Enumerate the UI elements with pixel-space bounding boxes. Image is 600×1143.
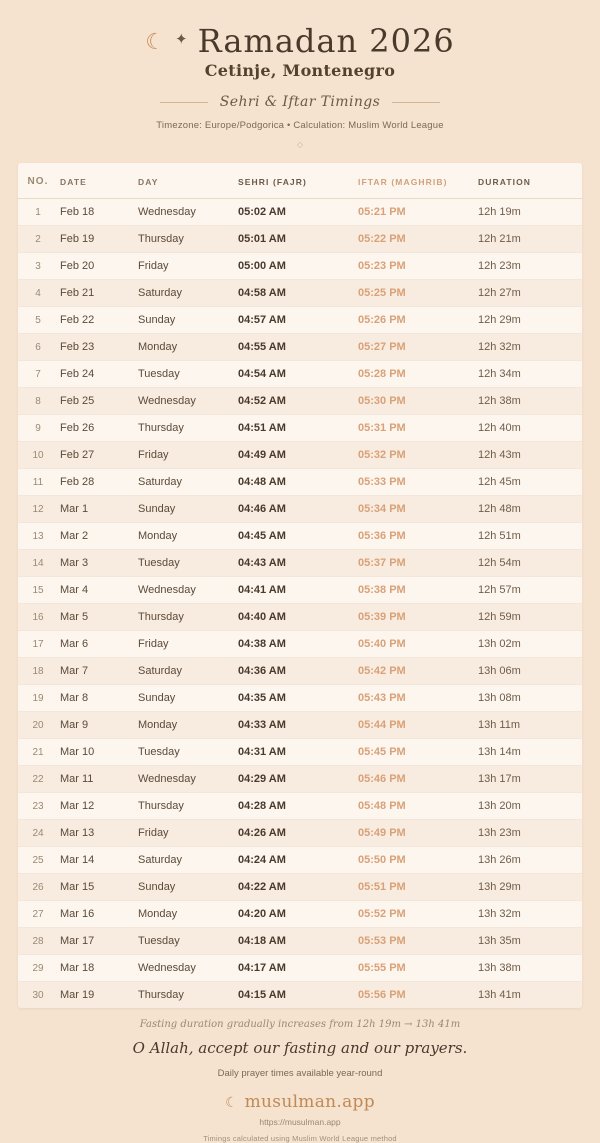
cell-date: Mar 16 (58, 901, 138, 928)
table-row (18, 442, 582, 469)
cell-date: Feb 25 (58, 388, 138, 415)
table-row (18, 793, 582, 820)
cell-iftar: 05:43 PM (358, 685, 478, 712)
table-row (18, 334, 582, 361)
cell-no: 7 (18, 361, 58, 388)
cell-iftar: 05:30 PM (358, 388, 478, 415)
cell-no: 4 (18, 280, 58, 307)
cell-day: Wednesday (138, 199, 238, 226)
availability-note: Daily prayer times available year-round (217, 1068, 383, 1079)
cell-sehri: 04:28 AM (238, 793, 358, 820)
cell-sehri: 04:43 AM (238, 550, 358, 577)
cell-no: 14 (18, 550, 58, 577)
cell-iftar: 05:48 PM (358, 793, 478, 820)
column-header-no: NO. (18, 163, 58, 199)
cell-no: 9 (18, 415, 58, 442)
cell-day: Saturday (138, 847, 238, 874)
brand-row[interactable] (0, 1092, 600, 1112)
table-header (18, 163, 582, 199)
column-header-sehri: SEHRI (FAJR) (238, 163, 358, 199)
cell-day: Tuesday (138, 928, 238, 955)
brand-name[interactable]: musulman.app (244, 1092, 375, 1112)
cell-sehri: 04:20 AM (238, 901, 358, 928)
subtitle-row (0, 94, 600, 110)
cell-iftar: 05:45 PM (358, 739, 478, 766)
column-header-iftar: IFTAR (MAGHRIB) (358, 163, 478, 199)
cell-duration: 12h 54m (478, 550, 582, 577)
table-row (18, 604, 582, 631)
table-row (18, 550, 582, 577)
cell-no: 25 (18, 847, 58, 874)
cell-iftar: 05:32 PM (358, 442, 478, 469)
cell-no: 28 (18, 928, 58, 955)
cell-iftar: 05:34 PM (358, 496, 478, 523)
cell-day: Monday (138, 523, 238, 550)
cell-date: Mar 15 (58, 874, 138, 901)
cell-iftar: 05:52 PM (358, 901, 478, 928)
cell-day: Tuesday (138, 739, 238, 766)
cell-sehri: 05:00 AM (238, 253, 358, 280)
cell-sehri: 04:36 AM (238, 658, 358, 685)
cell-day: Wednesday (138, 388, 238, 415)
cell-sehri: 05:01 AM (238, 226, 358, 253)
cell-date: Feb 18 (58, 199, 138, 226)
cell-no: 13 (18, 523, 58, 550)
cell-no: 18 (18, 658, 58, 685)
cell-no: 20 (18, 712, 58, 739)
table-body (18, 199, 582, 1009)
cell-sehri: 04:52 AM (238, 388, 358, 415)
table-row (18, 739, 582, 766)
cell-no: 12 (18, 496, 58, 523)
cell-duration: 12h 51m (478, 523, 582, 550)
cell-sehri: 04:54 AM (238, 361, 358, 388)
cell-sehri: 04:26 AM (238, 820, 358, 847)
cell-date: Feb 27 (58, 442, 138, 469)
table-row (18, 307, 582, 334)
cell-sehri: 04:49 AM (238, 442, 358, 469)
cell-day: Saturday (138, 280, 238, 307)
cell-duration: 13h 29m (478, 874, 582, 901)
cell-iftar: 05:56 PM (358, 982, 478, 1009)
table-row (18, 199, 582, 226)
location-label: Cetinje, Montenegro (204, 61, 396, 80)
table-row (18, 388, 582, 415)
cell-sehri: 04:57 AM (238, 307, 358, 334)
cell-duration: 12h 23m (478, 253, 582, 280)
cell-day: Wednesday (138, 955, 238, 982)
table-row (18, 874, 582, 901)
cell-day: Friday (138, 253, 238, 280)
cell-day: Friday (138, 820, 238, 847)
cell-iftar: 05:39 PM (358, 604, 478, 631)
crescent-moon-icon: ☾ (145, 29, 166, 54)
cell-no: 15 (18, 577, 58, 604)
cell-date: Mar 14 (58, 847, 138, 874)
cell-sehri: 04:35 AM (238, 685, 358, 712)
cell-date: Mar 6 (58, 631, 138, 658)
cell-date: Feb 19 (58, 226, 138, 253)
cell-iftar: 05:21 PM (358, 199, 478, 226)
cell-date: Mar 9 (58, 712, 138, 739)
cell-no: 3 (18, 253, 58, 280)
cell-duration: 12h 34m (478, 361, 582, 388)
cell-day: Wednesday (138, 577, 238, 604)
cell-iftar: 05:31 PM (358, 415, 478, 442)
cell-sehri: 04:33 AM (238, 712, 358, 739)
cell-day: Sunday (138, 685, 238, 712)
cell-no: 2 (18, 226, 58, 253)
cell-date: Mar 7 (58, 658, 138, 685)
cell-iftar: 05:26 PM (358, 307, 478, 334)
cell-duration: 13h 14m (478, 739, 582, 766)
cell-duration: 12h 38m (478, 388, 582, 415)
timings-card (18, 163, 582, 1008)
cell-sehri: 04:40 AM (238, 604, 358, 631)
cell-no: 30 (18, 982, 58, 1009)
cell-duration: 12h 19m (478, 199, 582, 226)
cell-date: Mar 13 (58, 820, 138, 847)
cell-iftar: 05:49 PM (358, 820, 478, 847)
cell-sehri: 04:48 AM (238, 469, 358, 496)
cell-duration: 13h 20m (478, 793, 582, 820)
cell-sehri: 04:55 AM (238, 334, 358, 361)
cell-no: 17 (18, 631, 58, 658)
dua-text: O Allah, accept our fasting and our prayers. (132, 1039, 468, 1057)
column-header-day: DAY (138, 163, 238, 199)
cell-duration: 12h 21m (478, 226, 582, 253)
star-icon: ✦ (175, 30, 188, 48)
cell-sehri: 04:41 AM (238, 577, 358, 604)
cell-duration: 12h 59m (478, 604, 582, 631)
cell-date: Mar 5 (58, 604, 138, 631)
table-row (18, 820, 582, 847)
cell-iftar: 05:51 PM (358, 874, 478, 901)
cell-date: Mar 8 (58, 685, 138, 712)
cell-no: 11 (18, 469, 58, 496)
cell-date: Mar 2 (58, 523, 138, 550)
cell-no: 1 (18, 199, 58, 226)
cell-iftar: 05:37 PM (358, 550, 478, 577)
calculation-method-note: Timings calculated using Muslim World League method (203, 1134, 397, 1143)
cell-day: Monday (138, 712, 238, 739)
cell-duration: 12h 45m (478, 469, 582, 496)
table-row (18, 685, 582, 712)
cell-duration: 12h 32m (478, 334, 582, 361)
table-row (18, 712, 582, 739)
cell-day: Saturday (138, 469, 238, 496)
page-header (0, 0, 600, 149)
cell-no: 26 (18, 874, 58, 901)
cell-date: Feb 28 (58, 469, 138, 496)
cell-day: Wednesday (138, 766, 238, 793)
cell-day: Sunday (138, 307, 238, 334)
diamond-ornament-icon: ◇ (296, 140, 304, 149)
cell-day: Monday (138, 901, 238, 928)
column-header-date: DATE (58, 163, 138, 199)
table-row (18, 955, 582, 982)
cell-date: Mar 11 (58, 766, 138, 793)
table-row (18, 253, 582, 280)
cell-day: Sunday (138, 874, 238, 901)
cell-sehri: 04:15 AM (238, 982, 358, 1009)
cell-iftar: 05:38 PM (358, 577, 478, 604)
rule-right (392, 102, 440, 103)
cell-no: 19 (18, 685, 58, 712)
table-row (18, 847, 582, 874)
cell-date: Feb 23 (58, 334, 138, 361)
cell-sehri: 04:38 AM (238, 631, 358, 658)
rule-left (160, 102, 208, 103)
cell-iftar: 05:55 PM (358, 955, 478, 982)
cell-duration: 13h 26m (478, 847, 582, 874)
cell-duration: 13h 06m (478, 658, 582, 685)
cell-date: Mar 12 (58, 793, 138, 820)
cell-sehri: 04:22 AM (238, 874, 358, 901)
cell-iftar: 05:22 PM (358, 226, 478, 253)
cell-date: Mar 4 (58, 577, 138, 604)
cell-iftar: 05:36 PM (358, 523, 478, 550)
cell-iftar: 05:46 PM (358, 766, 478, 793)
cell-date: Feb 21 (58, 280, 138, 307)
cell-day: Sunday (138, 496, 238, 523)
cell-duration: 12h 43m (478, 442, 582, 469)
cell-sehri: 04:29 AM (238, 766, 358, 793)
duration-note: Fasting duration gradually increases from 12h 19m → 13h 41m (139, 1019, 461, 1030)
cell-date: Feb 24 (58, 361, 138, 388)
cell-date: Mar 3 (58, 550, 138, 577)
table-row (18, 766, 582, 793)
cell-iftar: 05:42 PM (358, 658, 478, 685)
cell-duration: 13h 11m (478, 712, 582, 739)
cell-day: Thursday (138, 982, 238, 1009)
cell-sehri: 04:58 AM (238, 280, 358, 307)
cell-day: Saturday (138, 658, 238, 685)
cell-no: 29 (18, 955, 58, 982)
table-header-row (18, 163, 582, 199)
table-row (18, 928, 582, 955)
cell-sehri: 05:02 AM (238, 199, 358, 226)
table-row (18, 361, 582, 388)
cell-iftar: 05:44 PM (358, 712, 478, 739)
cell-sehri: 04:24 AM (238, 847, 358, 874)
table-row (18, 496, 582, 523)
timezone-calculation-meta: Timezone: Europe/Podgorica • Calculation: Muslim World League (156, 120, 444, 131)
cell-duration: 13h 35m (478, 928, 582, 955)
cell-sehri: 04:45 AM (238, 523, 358, 550)
cell-iftar: 05:28 PM (358, 361, 478, 388)
cell-iftar: 05:23 PM (358, 253, 478, 280)
cell-day: Thursday (138, 415, 238, 442)
cell-duration: 12h 27m (478, 280, 582, 307)
brand-url[interactable]: https://musulman.app (259, 1117, 341, 1127)
cell-duration: 12h 57m (478, 577, 582, 604)
cell-sehri: 04:46 AM (238, 496, 358, 523)
table-row (18, 658, 582, 685)
cell-day: Thursday (138, 604, 238, 631)
cell-no: 5 (18, 307, 58, 334)
cell-duration: 13h 32m (478, 901, 582, 928)
page-subtitle: Sehri & Iftar Timings (219, 94, 381, 110)
cell-duration: 13h 02m (478, 631, 582, 658)
timings-table (18, 163, 582, 1008)
cell-no: 24 (18, 820, 58, 847)
cell-day: Friday (138, 631, 238, 658)
cell-sehri: 04:31 AM (238, 739, 358, 766)
cell-iftar: 05:53 PM (358, 928, 478, 955)
cell-iftar: 05:40 PM (358, 631, 478, 658)
cell-sehri: 04:17 AM (238, 955, 358, 982)
cell-sehri: 04:18 AM (238, 928, 358, 955)
cell-date: Feb 26 (58, 415, 138, 442)
table-row (18, 523, 582, 550)
cell-duration: 13h 17m (478, 766, 582, 793)
cell-no: 23 (18, 793, 58, 820)
cell-no: 10 (18, 442, 58, 469)
table-row (18, 901, 582, 928)
table-row (18, 415, 582, 442)
brand-crescent-icon: ☾ (225, 1094, 238, 1110)
cell-no: 27 (18, 901, 58, 928)
cell-no: 21 (18, 739, 58, 766)
column-header-duration: DURATION (478, 163, 582, 199)
cell-duration: 13h 41m (478, 982, 582, 1009)
table-row (18, 577, 582, 604)
page-title: Ramadan 2026 (197, 22, 455, 60)
cell-iftar: 05:33 PM (358, 469, 478, 496)
cell-duration: 13h 08m (478, 685, 582, 712)
title-row (0, 22, 600, 60)
cell-no: 6 (18, 334, 58, 361)
cell-no: 22 (18, 766, 58, 793)
cell-no: 8 (18, 388, 58, 415)
cell-day: Thursday (138, 793, 238, 820)
cell-iftar: 05:50 PM (358, 847, 478, 874)
table-row (18, 280, 582, 307)
cell-duration: 12h 48m (478, 496, 582, 523)
table-row (18, 226, 582, 253)
cell-no: 16 (18, 604, 58, 631)
cell-iftar: 05:25 PM (358, 280, 478, 307)
cell-duration: 13h 38m (478, 955, 582, 982)
cell-sehri: 04:51 AM (238, 415, 358, 442)
cell-day: Friday (138, 442, 238, 469)
cell-date: Mar 1 (58, 496, 138, 523)
cell-day: Tuesday (138, 361, 238, 388)
cell-duration: 13h 23m (478, 820, 582, 847)
cell-date: Feb 22 (58, 307, 138, 334)
cell-day: Thursday (138, 226, 238, 253)
cell-iftar: 05:27 PM (358, 334, 478, 361)
cell-date: Mar 19 (58, 982, 138, 1009)
table-row (18, 982, 582, 1009)
cell-date: Mar 18 (58, 955, 138, 982)
cell-date: Mar 17 (58, 928, 138, 955)
table-row (18, 469, 582, 496)
table-row (18, 631, 582, 658)
cell-day: Monday (138, 334, 238, 361)
cell-date: Mar 10 (58, 739, 138, 766)
cell-duration: 12h 40m (478, 415, 582, 442)
cell-duration: 12h 29m (478, 307, 582, 334)
cell-day: Tuesday (138, 550, 238, 577)
cell-date: Feb 20 (58, 253, 138, 280)
